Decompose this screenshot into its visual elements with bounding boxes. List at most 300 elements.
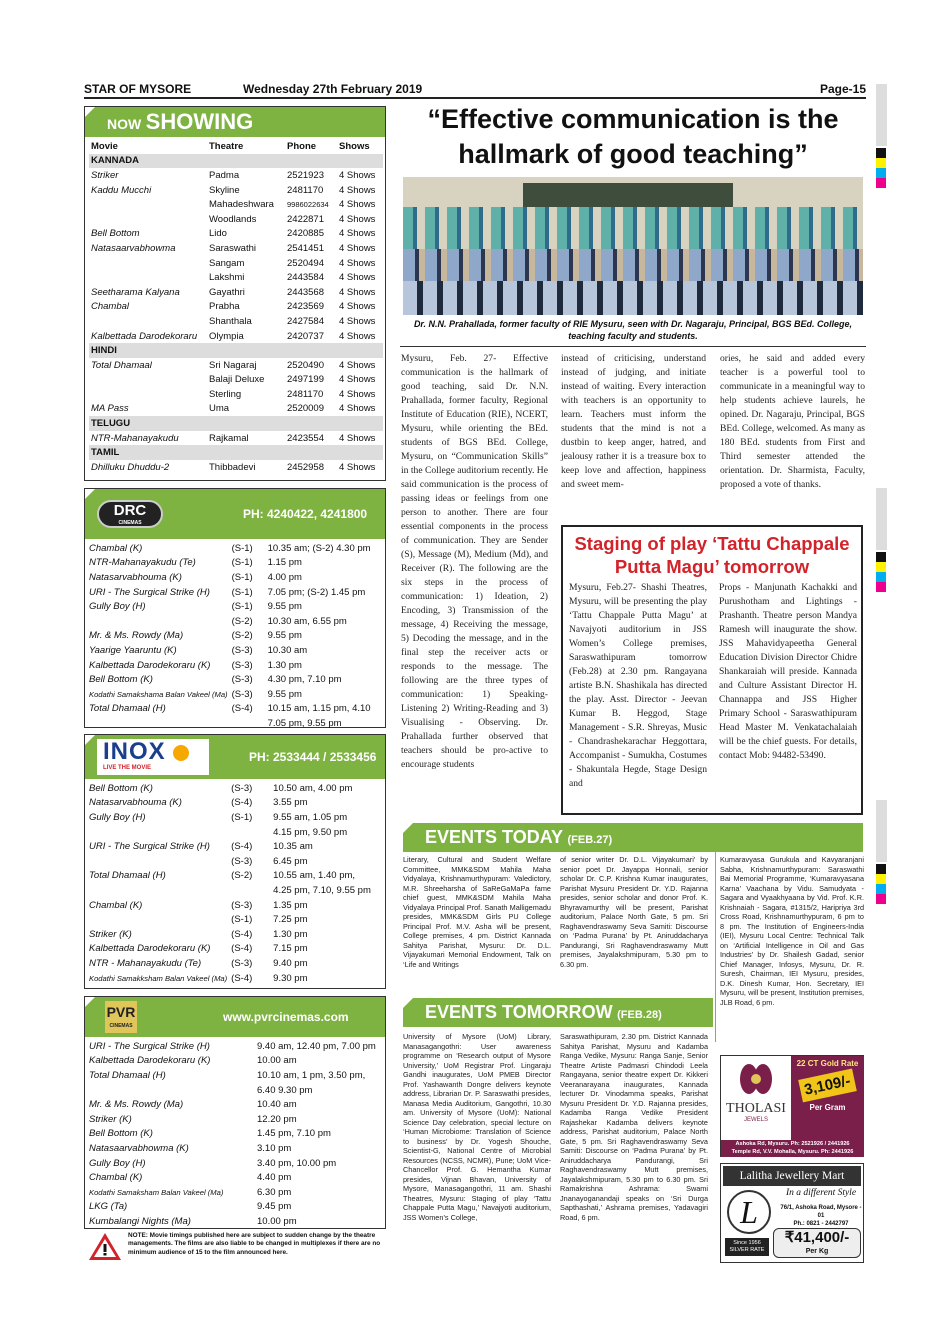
category-label: HINDI <box>89 343 383 358</box>
headline-line-1: “Effective communication is the <box>427 104 839 134</box>
show-times: 10.30 am <box>267 644 308 656</box>
table-row <box>89 358 383 373</box>
table-row <box>87 898 385 913</box>
table-row <box>89 227 383 242</box>
shows-count: 4 Shows <box>339 403 376 415</box>
show-times: 7.05 pm; (S-2) 1.45 pm <box>267 586 366 598</box>
theatre-name: Skyline <box>209 184 240 196</box>
show-times: 3.10 pm <box>257 1142 292 1154</box>
theatre-phone: 2423554 <box>287 432 324 444</box>
movie-name <box>89 256 207 271</box>
table-row <box>87 810 385 825</box>
shows-count: 4 Shows <box>339 199 376 211</box>
screen-number <box>230 716 266 731</box>
table-row <box>87 1200 385 1215</box>
shows-count: 4 Shows <box>339 169 376 181</box>
movie-name: Total Dhamaal (H) <box>89 870 166 882</box>
movie-name: Gully Boy (H) <box>89 811 146 823</box>
play-title-1: Staging of play ‘Tattu Chappale <box>574 533 850 554</box>
drc-logo <box>97 500 163 528</box>
theatre-phone: 2520009 <box>287 403 324 415</box>
screen-number: (S-2) <box>231 615 253 627</box>
inox-tagline: LIVE THE MOVIE <box>103 765 152 771</box>
corner-fold <box>85 107 95 117</box>
masthead-rule <box>84 97 866 99</box>
show-times: 6.40 9.30 pm <box>257 1084 313 1096</box>
movie-name: Kalbettada Darodekoraru <box>91 330 198 342</box>
drc-logo-sub: CINEMAS <box>118 520 142 526</box>
show-times: 9.40 pm <box>273 957 308 969</box>
tholasi-sub: JEWELS <box>743 1117 768 1123</box>
screen-number <box>229 883 271 898</box>
table-row <box>87 839 385 854</box>
play-box <box>561 525 863 815</box>
theatre-phone: 2520490 <box>287 359 324 371</box>
pvr-url[interactable]: www.pvrcinemas.com <box>223 1010 349 1024</box>
pvr-logo-sub: CINEMAS <box>109 1023 133 1029</box>
show-times: 9.55 pm <box>267 601 302 613</box>
now-showing-box <box>84 106 386 481</box>
showing-label: SHOWING <box>145 109 254 134</box>
screen-number: (S-3) <box>231 899 253 911</box>
screen-number: (S-2) <box>231 630 253 642</box>
movie-name <box>89 387 207 402</box>
show-times: 1.30 pm <box>273 928 308 940</box>
events-today-header <box>403 823 863 852</box>
pvr-logo-text: PVR <box>106 1004 136 1020</box>
movie-name: Yaarige Yaaruntu (K) <box>89 644 177 656</box>
show-times: 1.35 pm <box>273 899 308 911</box>
events-tomorrow-title: EVENTS TOMORROW <box>425 1002 613 1022</box>
tholasi-price: 3,109/- <box>798 1069 856 1103</box>
movie-name: NTR - Mahanayakudu (Te) <box>89 957 202 969</box>
shows-count: 4 Shows <box>339 432 376 444</box>
tholasi-addr-1: Ashoka Rd, Mysuru. Ph: 2521926 / 2441926 <box>735 1141 850 1147</box>
show-times: 3.40 pm, 10.00 pm <box>257 1157 337 1169</box>
lalitha-silver: SILVER RATE <box>729 1247 765 1253</box>
movie-name: MA Pass <box>91 403 129 415</box>
theatre-name: Mahadeshwara <box>209 199 274 211</box>
play-title-2: Putta Magu’ tomorrow <box>614 556 810 577</box>
now-showing-table-wrap <box>89 139 383 475</box>
masthead <box>84 82 866 96</box>
screen-number: (S-4) <box>231 928 253 940</box>
lalitha-address <box>779 1204 863 1228</box>
table-row <box>87 599 385 614</box>
table-row <box>89 212 383 227</box>
table-row <box>87 614 385 629</box>
show-times: 9.30 pm <box>273 972 308 984</box>
events-tomorrow-col-1: University of Mysore (UoM) Library, Manasagangothri: User awareness programme on ‘Research output of Mysore University,’ UoM Registrar Prof. Lingaraju Gandhi inaugurates, UoM PMEB Director Prof. Yashawanth Dongre delivers keynote address, Librarian Dr. P. Saraswathi presides, Manasa Media Auditorium, Gangothri, 10.30 am. University of Mysore (UoM): National Science Day celebration, special lecture on ‘Human Microbiome: Translation of Science to business’ by Dr. Yogesh Shouche, Scientist-G, National Centre of Microbial Resources (NCSS, NCMR), Pune; UoM Vice-Chancellor Prof. G. Hemantha Kumar presides, Vijnan Bhavan, University of Mysore, Manasagangothri, 11 am. Shashi Theatres, Mysuru: Staging of play ‘Tattu Chappale Putta Magu,’ Navajyoti auditorium, JSS Women’s College, <box>403 1032 551 1222</box>
theatre-name: Gayathri <box>209 286 245 298</box>
movie-name <box>89 373 207 388</box>
table-row <box>89 154 383 169</box>
theatre-name: Rajkamal <box>209 432 249 444</box>
show-times: 9.55 pm <box>267 688 302 700</box>
screen-number: (S-1) <box>231 914 253 926</box>
show-times: 7.15 pm <box>273 943 308 955</box>
movie-name <box>87 854 229 869</box>
play-col-1: Mysuru, Feb.27- Shashi Theatres, Mysuru, will be presenting the play ‘Tattu Chappale Putta Magu’ at Navajyoti auditorium in JSS Women’s College premises, Saraswathipuram tomorrow (Feb.28) at 2.30 pm. Rangayana artiste B.N. Shashikala has directed the play. Asst. Director - Jeevan Kumar B. Heggod, Stage Management - S.R. Shreyas, Music - Chandrashekarachar Heggottara, Accompanist - Sumukha, Costumes - Shakuntala Hegde, Stage Design and <box>569 582 707 789</box>
theatre-phone: 2521923 <box>287 169 324 181</box>
show-times: 7.25 pm <box>273 914 308 926</box>
shows-count: 4 Shows <box>339 359 376 371</box>
theatre-phone: 2452958 <box>287 461 324 473</box>
table-row <box>87 716 385 731</box>
theatre-name: Sri Nagaraj <box>209 359 257 371</box>
table-row <box>87 942 385 957</box>
screen-number: (S-3) <box>231 644 253 656</box>
show-times: 12.20 pm <box>257 1113 297 1125</box>
screen-number: (S-1) <box>231 811 253 823</box>
shows-count: 4 Shows <box>339 242 376 254</box>
theatre-name: Sterling <box>209 388 242 400</box>
show-times: 4.15 pm, 9.50 pm <box>273 826 348 838</box>
tholasi-rate-block <box>791 1056 864 1140</box>
pvr-header <box>85 997 385 1037</box>
table-row <box>87 781 385 796</box>
events-today-col-1: Literary, Cultural and Student Welfare Committee, MMK&SDM Mahila Maha Vidyalaya, Krishnamurthypuram: Valedictory, M.R. Shreeharsha of SaReGaMaPa fame chief guest, MMK&SDM Mahila Maha Vidyalaya Principal Prof. Sanath Malligemadu presides, MMK&SDM Girls PU College Principal Prof. M.V. Asha will be present, College premises, 4 pm. District Kannada Sahitya Parishat, Mysuru: Dr. D.L. Vijayakumari Memorial Endowment, Talk on ‘Life and Writings <box>403 855 551 969</box>
events-today-col-2: of senior writer Dr. D.L. Vijayakumari’ by senior poet Dr. Jayappa Honnali, senior scholar Dr. C.P. Krishna Kumar inaugurates, Parishat Mysuru President Dr. Y.D. Rajanna presides, senior scholar and donor Prof. K. Bhyravamurthy will be present, Parishat auditorium, Palace North Gate, 5 pm. Sri Raghavendraswamy Seva Samiti: Discourse on ‘Padma Purana’ by Pt. Aniruddacharya Pandurangi, Sri Raghavendraswamy Mutt premises, Jayalakshmipuram, 5.30 pm to 6.30 pm. <box>560 855 708 969</box>
movie-name <box>87 1083 255 1098</box>
shows-count: 4 Shows <box>339 184 376 196</box>
lalitha-tagline: In a different Style <box>785 1188 857 1198</box>
movie-name: Kumbalangi Nights (Ma) <box>89 1215 191 1227</box>
show-times: 9.40 am, 12.40 pm, 7.00 pm <box>257 1040 376 1052</box>
lalitha-addr: 76/1, Ashoka Road, Mysore - 01 <box>780 1205 862 1219</box>
movie-name <box>87 912 229 927</box>
screen-number: (S-3) <box>231 674 253 686</box>
shows-count: 4 Shows <box>339 286 376 298</box>
lalitha-since-text: Since 1956 <box>733 1240 761 1246</box>
movie-name: Bell Bottom (K) <box>89 674 153 686</box>
movie-name: Bell Bottom (K) <box>89 1128 153 1140</box>
table-row <box>87 1039 385 1054</box>
shows-count: 4 Shows <box>339 272 376 284</box>
movie-name: Striker <box>91 169 119 181</box>
tholasi-ad <box>720 1055 864 1157</box>
table-row <box>87 796 385 811</box>
movie-name: Natasarvabhouma (K) <box>89 571 182 583</box>
table-row <box>87 1068 385 1083</box>
movie-name: Striker (K) <box>89 928 132 940</box>
screen-number: (S-3) <box>231 659 253 671</box>
col-header-phone: Phone <box>287 140 317 152</box>
theatre-name: Shanthala <box>209 315 252 327</box>
table-row <box>89 431 383 446</box>
margin-bar <box>876 84 887 146</box>
shows-count: 4 Shows <box>339 228 376 240</box>
movie-name <box>87 614 230 629</box>
drc-phone: PH: 4240422, 4241800 <box>243 507 368 521</box>
screen-number: (S-3) <box>231 855 253 867</box>
table-row <box>87 541 385 556</box>
theatre-phone: 2423569 <box>287 301 324 313</box>
lalitha-price-box <box>773 1228 861 1258</box>
table-row <box>89 256 383 271</box>
movie-name: NTR-Mahanayakudu (Te) <box>89 557 196 569</box>
tholasi-address <box>721 1140 864 1157</box>
screen-number: (S-1) <box>231 586 253 598</box>
shows-count: 4 Shows <box>339 315 376 327</box>
table-row <box>87 1097 385 1112</box>
tholasi-emblem-icon <box>736 1062 776 1096</box>
movie-name: Total Dhamaal (H) <box>89 703 166 715</box>
reg-yellow <box>876 562 886 572</box>
table-row <box>87 629 385 644</box>
table-row <box>89 314 383 329</box>
events-divider <box>715 852 716 1042</box>
table-row <box>87 1083 385 1098</box>
corner-fold <box>85 489 95 499</box>
show-times: 9.55 pm <box>267 630 302 642</box>
show-times: 10.35 am; (S-2) 4.30 pm <box>267 542 371 554</box>
drc-table <box>87 541 385 731</box>
show-times: 1.15 pm <box>267 557 302 569</box>
theatre-name: Uma <box>209 403 230 415</box>
movie-name <box>87 825 229 840</box>
inox-logo <box>97 739 209 775</box>
category-label: TELUGU <box>89 416 383 431</box>
screen-number: (S-3) <box>231 782 253 794</box>
shows-count: 4 Shows <box>339 301 376 313</box>
margin-bar <box>876 488 887 550</box>
show-times: 6.30 pm <box>257 1186 292 1198</box>
pvr-table <box>87 1039 385 1229</box>
caption-rule <box>400 346 866 347</box>
theatre-phone: 2443584 <box>287 272 324 284</box>
theatre-name: Lakshmi <box>209 272 245 284</box>
show-times: 7.05 pm, 9.55 pm <box>267 717 342 729</box>
show-times: 9.45 pm <box>257 1201 292 1213</box>
reg-yellow <box>876 874 886 884</box>
table-row <box>87 1185 385 1200</box>
screen-number: (S-4) <box>231 703 253 715</box>
table-row <box>87 643 385 658</box>
corner-fold <box>85 997 95 1007</box>
reg-cyan <box>876 168 886 178</box>
theatre-phone: 2481170 <box>287 388 324 400</box>
show-times: 4.25 pm, 7.10, 9.55 pm <box>273 884 371 896</box>
table-row <box>89 197 383 212</box>
theatre-name: Padma <box>209 169 240 181</box>
show-times: 9.55 am, 1.05 pm <box>273 811 348 823</box>
movie-name: Chambal <box>91 301 130 313</box>
inox-logo-text: INOX <box>103 738 166 765</box>
movie-name: URI - The Surgical Strike (H) <box>89 841 210 853</box>
movie-name: Chambal (K) <box>89 1172 143 1184</box>
show-times: 10.00 pm <box>257 1215 297 1227</box>
lalitha-brand: Lalitha Jewellery Mart <box>723 1166 861 1186</box>
tholasi-rate-label: 22 CT Gold Rate <box>796 1059 859 1068</box>
reg-black <box>876 864 886 874</box>
note-box <box>84 1228 386 1263</box>
show-times: 10.55 am, 1.40 pm, <box>273 870 356 882</box>
page-number: Page-15 <box>819 82 866 96</box>
table-row <box>87 825 385 840</box>
corner-fold <box>85 735 95 745</box>
table-row <box>87 1112 385 1127</box>
article-col-1: Mysuru, Feb. 27- Effective communication is the hallmark of good teaching, said Dr. N.N. Prahallada, former faculty, Regional Institute of Education (RIE), NCERT, Mysuru, while orienting the BEd. students of BGS BEd. College, Mysuru, on “Communication Skills” in the College auditorium recently. He said communication is the process of passing ideas or feelings from one person to another. There are four essential components in the process of communication. They are Sender (S), Message (M), Medium (Md), and Receiver (R). The following are the six steps in the process of communication: 1) Ideation, 2) Encoding, 3) Transmission of the message, 4) Receiving the message, 5) Decoding the message, and in the final step the receiver acts or responds to the message. The following are the three types of communication: 1) Speaking-Listening 2) Writing-Reading and 3) Visualising - Observing. Dr. Prahallada further observed that teachers should be pro-active to encourage students <box>401 353 548 770</box>
events-today-col-3: Kumaravyasa Gurukula and Kavyaranjani Sabha, Krishnamurthypuram: Saraswathi Bai Memorial Programme, ‘Kumaravyasana Karna’ Vaachana by Vidu. Samudyata - Sagara and Vyaakhyaana by Vid. Prof. K.R. Krishnaiah - Sagara, #1315/2, Haripriya 3rd Cross Road, Krishnamurthypuram, 6 pm to 8 pm. The Institution of Engineers-India (IEI), Mysuru Local Centre: Technical Talk on ‘Artificial Intelligence in Oil and Gas Industries’ by Dr. Shailesh Gadad, senior Chief Manager, Infosys, Mysuru, Dr. R. Suresh, Chairman, IEI Mysuru, presides, D.K. Dinesh Kumar, Hon. Secretary, IEI Mysuru, will be present, Institution premises, JLB Road, 6 pm. <box>720 855 864 1007</box>
screen-number <box>229 825 271 840</box>
inox-box <box>84 734 386 989</box>
pvr-logo <box>105 1001 137 1033</box>
show-times: 10.10 am, 1 pm, 3.50 pm, <box>257 1069 366 1081</box>
show-times: 10.50 am, 4.00 pm <box>273 782 353 794</box>
movie-name: URI - The Surgical Strike (H) <box>89 1040 210 1052</box>
theatre-phone: 2420885 <box>287 228 324 240</box>
events-tomorrow-date: (FEB.28) <box>617 1009 662 1021</box>
reg-cyan <box>876 884 886 894</box>
sun-icon <box>173 745 189 761</box>
events-tomorrow-col-2: Saraswathipuram, 2.30 pm. District Kannada Sahitya Parishat, Mysuru and Kadamba Ranga Vedike, Mysuru: Ranga Sanje, Senior Theatre Artiste Padmasri Chindodi Leela Rangayana, senior theatre expert Dr. Kikkeri Veeranarayana inaugurates, Kannada lecturer Dr. Vinodamma speaks, Parishat Mysuru President Dr. Y.D. Rajanna presides, Kadamba Ranga Vedike President Rajashekar Kadamba delivers keynote address, Parishat auditorium, Palace North Gate, 5 pm. Sri Raghavendraswamy Seva Samiti: Discourse on ‘Padma Purana’ by Pt. Aniruddacharya Pandurangi, Sri Raghavendraswamy Mutt premises, Jayalakshmipuram, 5.30 pm to 6.30 pm. Sri Ramakrishna Ashrama: Swami Jnanayoganandaji speaks on ‘Sri Durga Sapthashati,’ Ashrama premises, Yadavagiri Road, 6 pm. <box>560 1032 708 1222</box>
movie-name: Natasaarvabhowma (K) <box>89 1142 189 1154</box>
theatre-phone: 2427584 <box>287 315 324 327</box>
corner-fold <box>403 998 413 1008</box>
theatre-phone: 2443568 <box>287 286 324 298</box>
theatre-phone: 9986022634 <box>287 200 329 210</box>
movie-name: Bell Bottom <box>91 228 140 240</box>
movie-name: Gully Boy (H) <box>89 601 146 613</box>
article-col-3: ories, he said and added every teacher is a powerful tool to communicate in a meaningful way to help students achieve laurels, he opined. Dr. Nagaraju, Principal, BGS BEd. College, welcomed. As many as 180 BEd. students from First and Third semester attended the orientation. Dr. Sharmista, Faculty, proposed a vote of thanks. <box>720 353 865 490</box>
show-times: 10.15 am, 1.15 pm, 4.10 <box>267 703 371 715</box>
show-times: 4.30 pm, 7.10 pm <box>267 674 342 686</box>
table-row <box>87 1127 385 1142</box>
shows-count: 4 Shows <box>339 461 376 473</box>
now-label: NOW <box>107 116 142 132</box>
movie-name: Gully Boy (H) <box>89 1157 146 1169</box>
table-row <box>87 854 385 869</box>
screen-number: (S-4) <box>231 943 253 955</box>
lalitha-logo: L <box>727 1190 771 1234</box>
events-today-title: EVENTS TODAY <box>425 827 564 847</box>
margin-bar <box>876 800 887 862</box>
movie-name: Chambal (K) <box>89 899 143 911</box>
movie-name <box>89 212 207 227</box>
lalitha-since <box>725 1238 769 1256</box>
movie-name: Kalbettada Darodekoraru (K) <box>89 659 211 671</box>
theatre-name: Woodlands <box>209 213 257 225</box>
tholasi-per: Per Gram <box>809 1103 846 1112</box>
screen-number: (S-4) <box>231 841 253 853</box>
movie-name <box>89 314 207 329</box>
theatre-name: Saraswathi <box>209 242 256 254</box>
movie-name: Seetharama Kalyana <box>91 286 180 298</box>
table-row <box>87 912 385 927</box>
theatre-phone: 2481170 <box>287 184 324 196</box>
warning-icon <box>88 1232 122 1261</box>
show-times: 10.30 am, 6.55 pm <box>267 615 347 627</box>
movie-name: Kaddu Mucchi <box>91 184 152 196</box>
table-row <box>87 556 385 571</box>
drc-logo-text: DRC <box>113 502 147 519</box>
col-header-theatre: Theatre <box>209 140 244 152</box>
movie-name: Dhilluku Dhuddu-2 <box>91 461 170 473</box>
movie-name <box>87 883 229 898</box>
headline <box>400 102 866 172</box>
headline-line-2: hallmark of good teaching” <box>458 139 808 169</box>
theatre-name: Balaji Deluxe <box>209 374 265 386</box>
reg-magenta <box>876 894 886 904</box>
theatre-name: Prabha <box>209 301 240 313</box>
movie-name: Natasaarvabhowma <box>91 242 176 254</box>
movie-name: Natasarvabhouma (K) <box>89 797 182 809</box>
lalitha-price-value: 41,400/- <box>794 1229 850 1246</box>
movie-name <box>89 197 207 212</box>
movie-name <box>89 270 207 285</box>
tholasi-brand-block <box>721 1056 791 1140</box>
movie-name: Kalbettada Darodekoraru (K) <box>89 943 211 955</box>
table-row <box>89 183 383 198</box>
table-row <box>89 460 383 475</box>
table-row <box>87 1054 385 1069</box>
drc-header <box>85 489 385 539</box>
movie-name: URI - The Surgical Strike (H) <box>89 586 210 598</box>
table-row <box>89 387 383 402</box>
lalitha-per: Per Kg <box>805 1248 829 1255</box>
table-row <box>87 883 385 898</box>
reg-cyan <box>876 572 886 582</box>
table-row <box>87 869 385 884</box>
shows-count: 4 Shows <box>339 257 376 269</box>
table-row <box>87 672 385 687</box>
screen-number: (S-4) <box>231 972 253 984</box>
table-row <box>89 270 383 285</box>
theatre-phone: 2420737 <box>287 330 324 342</box>
screen-number: (S-1) <box>231 542 253 554</box>
table-row <box>89 285 383 300</box>
show-times: 4.00 pm <box>267 571 302 583</box>
table-row <box>89 300 383 315</box>
table-row <box>89 402 383 417</box>
theatre-phone: 2541451 <box>287 242 324 254</box>
movie-name: Bell Bottom (K) <box>89 782 153 794</box>
movie-name: Mr. & Ms. Rowdy (Ma) <box>89 1099 184 1111</box>
movie-name: Total Dhamaal <box>91 359 152 371</box>
show-times: 10.40 am <box>257 1099 297 1111</box>
lalitha-phone: Ph.: 0821 - 2442797 <box>793 1221 849 1227</box>
movie-name: Kodathi Samaksham Balan Vakeel (Ma) <box>89 1187 224 1197</box>
note-text: NOTE: Movie timings published here are subject to sudden change by the theatre managements. The films are also liable to be changed in multiplexes if there are no minimum audience of 15 to the film announced here. <box>128 1232 381 1256</box>
photo-front-row <box>403 281 863 315</box>
group-photo <box>403 177 863 315</box>
movie-name: Kodathi Samakksham Balan Vakeel (Ma) <box>89 973 228 983</box>
table-row <box>87 971 385 986</box>
events-tomorrow-header <box>403 998 713 1027</box>
theatre-phone: 2520494 <box>287 257 324 269</box>
movie-name: Total Dhamaal (H) <box>89 1069 166 1081</box>
table-row <box>89 373 383 388</box>
table-row <box>87 658 385 673</box>
play-title <box>563 532 861 578</box>
theatre-phone: 2422871 <box>287 213 324 225</box>
theatre-phone: 2497199 <box>287 374 324 386</box>
show-times: 10.00 am <box>257 1055 297 1067</box>
table-row <box>87 687 385 702</box>
now-showing-table <box>89 139 383 475</box>
movie-name: Kalbettada Darodekoraru (K) <box>89 1055 211 1067</box>
screen-number: (S-1) <box>231 557 253 569</box>
reg-magenta <box>876 178 886 188</box>
table-row <box>87 927 385 942</box>
movie-name: Striker (K) <box>89 1113 132 1125</box>
shows-count: 4 Shows <box>339 213 376 225</box>
shows-count: 4 Shows <box>339 330 376 342</box>
movie-name: LKG (Ta) <box>89 1201 128 1213</box>
theatre-name: Lido <box>209 228 227 240</box>
reg-black <box>876 148 886 158</box>
